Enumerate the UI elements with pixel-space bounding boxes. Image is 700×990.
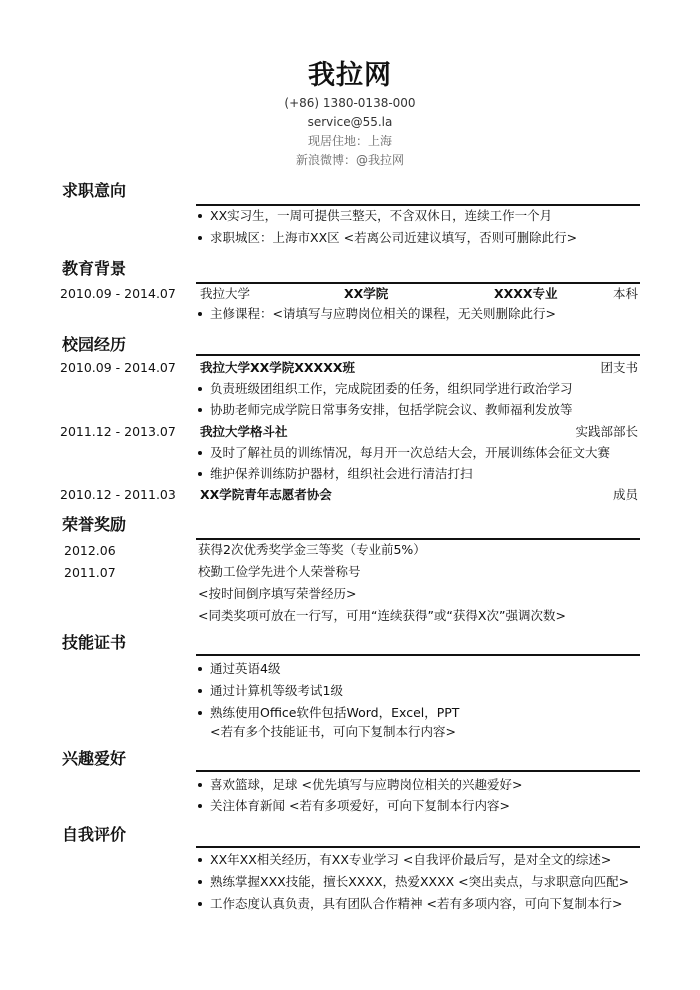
college-name: XX学院: [344, 286, 389, 301]
section-title: 兴趣爱好: [62, 749, 127, 768]
list-item: 关注体育新闻 <若有多项爱好，可向下复制本行内容>: [196, 796, 646, 816]
honor-date: 2012.06: [64, 543, 116, 558]
email-address: service@55.la: [307, 115, 393, 129]
phone-number: (+86) 1380-0138-000: [284, 96, 416, 110]
campus-date: 2011.12 - 2013.07: [60, 424, 176, 439]
list-item: 协助老师完成学院日常事务安排，包括学院会议、教师福利发放等: [196, 400, 646, 420]
weibo-account: 新浪微博：@我拉网: [295, 153, 404, 167]
campus-entry-header: [0, 422, 700, 442]
campus-role: 实践部部长: [575, 424, 638, 439]
list-item: XX年XX相关经历，有XX专业学习 <自我评价最后写，是对全文的综述>: [196, 850, 646, 870]
campus-role: 团支书: [600, 360, 638, 375]
section-title: 教育背景: [62, 259, 127, 278]
campus-date: 2010.12 - 2011.03: [60, 487, 176, 502]
section-title: 求职意向: [62, 181, 127, 200]
campus-org: 我拉大学XX学院XXXXX班: [200, 360, 355, 375]
honor-line: 校勤工俭学先进个人荣誉称号: [198, 564, 361, 579]
current-location: 现居住地：上海: [307, 134, 392, 148]
list-item: 熟练使用Office软件包括Word，Excel，PPT: [196, 703, 646, 723]
list-item: XX实习生，一周可提供三整天，不含双休日，连续工作一个月: [196, 206, 646, 226]
honor-line: 获得2次优秀奖学金三等奖（专业前5%）: [198, 542, 426, 557]
campus-role: 成员: [612, 487, 638, 502]
education-row: [0, 284, 700, 304]
list-item: 负责班级团组织工作，完成院团委的任务，组织同学进行政治学习: [196, 379, 646, 399]
honor-line: <按时间倒序填写荣誉经历>: [198, 586, 357, 601]
list-item: 通过英语4级: [196, 659, 646, 679]
section-title: 校园经历: [62, 335, 127, 354]
list-item: 及时了解社员的训练情况，每月开一次总结大会，开展训练体会征文大赛: [196, 443, 646, 463]
section-title: 技能证书: [62, 633, 127, 652]
section-divider: [196, 846, 640, 848]
list-item: 维护保养训练防护器材，组织社会进行清洁打扫: [196, 464, 646, 484]
skills-note: <若有多个技能证书，可向下复制本行内容>: [210, 724, 456, 739]
candidate-name: 我拉网: [308, 60, 392, 91]
degree: 本科: [612, 286, 638, 301]
campus-entry-header: [0, 485, 700, 505]
section-divider: [196, 354, 640, 356]
school-name: 我拉大学: [200, 286, 251, 301]
campus-date: 2010.09 - 2014.07: [60, 360, 176, 375]
section-title: 荣誉奖励: [62, 515, 127, 534]
section-title: 自我评价: [62, 825, 127, 844]
list-item: 主修课程：<请填写与应聘岗位相关的课程，无关则删除此行>: [196, 304, 646, 324]
campus-org: 我拉大学格斗社: [200, 424, 288, 439]
list-item: 熟练掌握XXX技能，擅长XXXX，热爱XXXX <突出卖点，与求职意向匹配>: [196, 872, 646, 892]
resume-header: [0, 58, 700, 170]
list-item: 喜欢篮球，足球 <优先填写与应聘岗位相关的兴趣爱好>: [196, 775, 646, 795]
list-item: 通过计算机等级考试1级: [196, 681, 646, 701]
list-item: 工作态度认真负责，具有团队合作精神 <若有多项内容，可向下复制本行>: [196, 894, 646, 914]
education-date: 2010.09 - 2014.07: [60, 286, 176, 301]
honor-line: <同类奖项可放在一行写，可用“连续获得”或“获得X次”强调次数>: [198, 608, 566, 623]
list-item: 求职城区：上海市XX区 <若离公司近建议填写，否则可删除此行>: [196, 228, 646, 248]
campus-entry-header: [0, 358, 700, 378]
campus-org: XX学院青年志愿者协会: [200, 487, 332, 502]
honor-date: 2011.07: [64, 565, 116, 580]
major-name: XXXX专业: [494, 286, 558, 301]
section-divider: [196, 654, 640, 656]
section-divider: [196, 770, 640, 772]
